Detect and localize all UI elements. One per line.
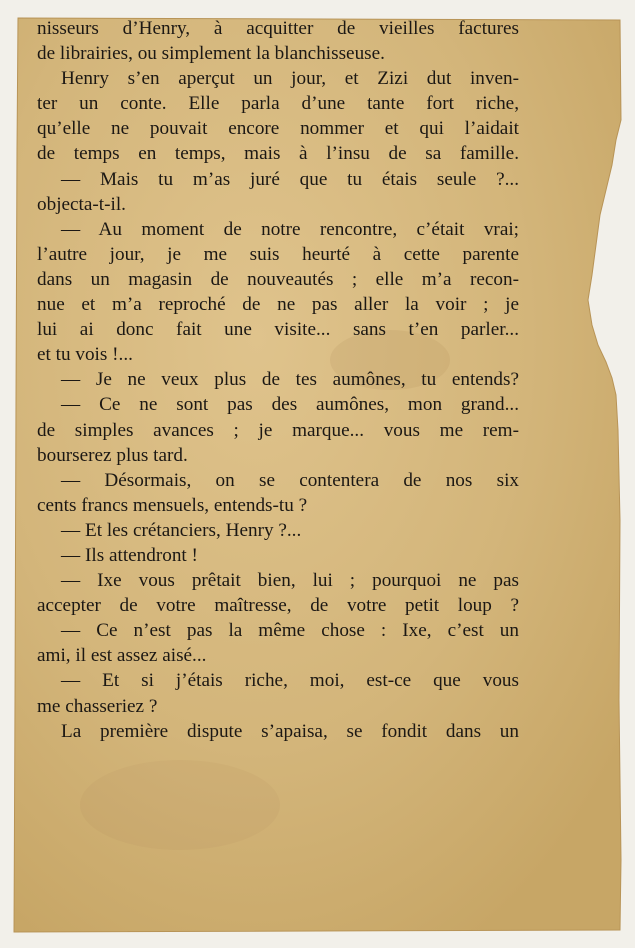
text-line — [37, 91, 519, 116]
text-line — [37, 192, 519, 217]
text-line-content: ami, il est assez aisé... — [37, 645, 207, 667]
text-line — [37, 242, 519, 267]
text-line — [37, 643, 519, 668]
text-line — [37, 367, 519, 392]
text-line-content: — Et les crétanciers, Henry ?... — [61, 519, 302, 541]
text-line-content: ter un conte. Elle parla d’une tante fort riche, — [37, 93, 519, 115]
text-line-content: de simples avances ; je marque... vous me rem- — [37, 419, 519, 441]
text-line-content: de librairies, ou simplement la blanchisseuse. — [37, 43, 385, 65]
text-line-content: — Mais tu m’as juré que tu étais seule ?... — [61, 168, 519, 190]
text-line-content: — Désormais, on se contentera de nos six — [61, 469, 519, 491]
text-line-content: bourserez plus tard. — [37, 444, 188, 466]
text-line — [37, 392, 519, 417]
text-line-content: La première dispute s’apaisa, se fondit dans un — [61, 720, 519, 742]
text-line-content: — Ixe vous prêtait bien, lui ; pourquoi ne pas — [61, 570, 519, 592]
text-line-content: et tu vois !... — [37, 344, 133, 366]
text-line — [37, 217, 519, 242]
text-line — [37, 41, 519, 66]
text-line-content: nue et m’a reproché de ne pas aller la voir ; je — [37, 294, 519, 316]
text-line — [37, 116, 519, 141]
text-line — [37, 418, 519, 443]
text-line — [37, 292, 519, 317]
text-line — [37, 468, 519, 493]
text-line-content: Henry s’en aperçut un jour, et Zizi dut inven- — [61, 68, 519, 90]
text-line — [37, 16, 519, 41]
text-line-content: — Au moment de notre rencontre, c’était vrai; — [61, 218, 519, 240]
text-line-content: — Et si j’étais riche, moi, est-ce que vous — [61, 670, 519, 692]
text-line-content: dans un magasin de nouveautés ; elle m’a recon- — [37, 268, 519, 290]
text-line — [37, 593, 519, 618]
text-line-content: objecta-t-il. — [37, 193, 126, 215]
text-line-content: nisseurs d’Henry, à acquitter de vieilles factures — [37, 18, 519, 39]
text-line — [37, 719, 519, 744]
text-line — [37, 342, 519, 367]
text-line-content: — Ce n’est pas la même chose : Ixe, c’est un — [61, 620, 519, 642]
text-line-content: me chasseriez ? — [37, 695, 158, 717]
text-line — [37, 543, 519, 568]
text-line-content: — Ils attendront ! — [61, 544, 198, 566]
text-line — [37, 694, 519, 719]
text-line-content: l’autre jour, je me suis heurté à cette parente — [37, 243, 519, 265]
text-line — [37, 493, 519, 518]
text-line-content: cents francs mensuels, entends-tu ? — [37, 494, 308, 516]
text-line — [37, 518, 519, 543]
text-line — [37, 317, 519, 342]
text-line-content: — Je ne veux plus de tes aumônes, tu entends? — [61, 369, 519, 391]
text-line — [37, 267, 519, 292]
text-line-content: — Ce ne sont pas des aumônes, mon grand... — [61, 394, 519, 416]
body-text — [37, 16, 519, 744]
text-line — [37, 668, 519, 693]
text-line — [37, 141, 519, 166]
text-line-content: lui ai donc fait une visite... sans t’en parler... — [37, 319, 519, 341]
text-line-content: qu’elle ne pouvait encore nommer et qui l’aidait — [37, 118, 519, 140]
paper-stain — [80, 760, 280, 850]
text-line — [37, 443, 519, 468]
text-line — [37, 66, 519, 91]
text-line — [37, 568, 519, 593]
text-line — [37, 167, 519, 192]
text-line — [37, 618, 519, 643]
text-line-content: accepter de votre maîtresse, de votre petit loup ? — [37, 595, 519, 617]
text-line-content: de temps en temps, mais à l’insu de sa famille. — [37, 143, 519, 165]
